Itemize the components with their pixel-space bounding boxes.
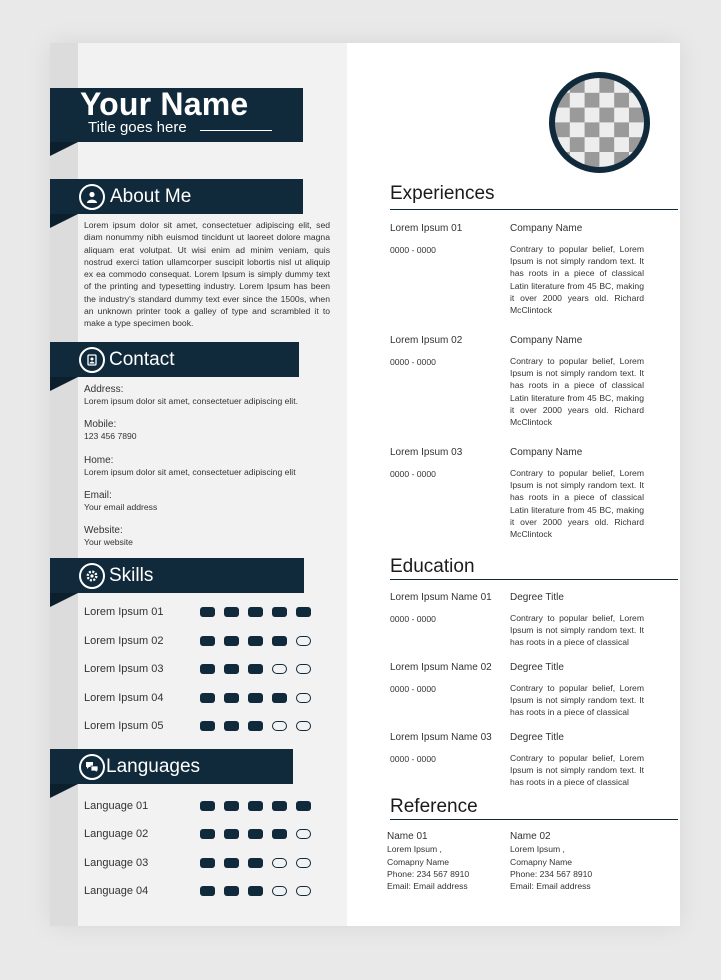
- skill-row: Lorem Ipsum 03: [84, 663, 314, 677]
- experience-description: Contrary to popular belief, Lorem Ipsum is not simply random text. It has roots in a piece of classical Latin literature from 45 BC, making it over 2000 years old. Richard McClintock: [510, 468, 644, 540]
- rating-dot-filled: [200, 636, 215, 646]
- language-rating: [200, 801, 311, 811]
- experience-title: Lorem Ipsum 02: [390, 335, 463, 346]
- rating-dot-filled: [200, 607, 215, 617]
- rating-dot-filled: [224, 858, 239, 868]
- experiences-heading: Experiences: [390, 183, 495, 204]
- about-heading: About Me: [110, 186, 192, 207]
- language-rating: [200, 858, 311, 868]
- rating-dot-filled: [224, 664, 239, 674]
- rating-dot-filled: [248, 886, 263, 896]
- experience-company: Company Name: [510, 447, 583, 458]
- rating-dot-filled: [224, 693, 239, 703]
- languages-heading: Languages: [106, 756, 201, 777]
- contact-home: Home: Lorem ipsum dolor sit amet, consectetuer adipiscing elit: [84, 455, 296, 477]
- education-degree: Degree Title: [510, 592, 564, 603]
- education-dates: 0000 - 0000: [390, 754, 436, 764]
- rating-dot-filled: [224, 721, 239, 731]
- skill-row: Lorem Ipsum 04: [84, 692, 314, 706]
- experience-description: Contrary to popular belief, Lorem Ipsum is not simply random text. It has roots in a piece of classical Latin literature from 45 BC, making it over 2000 years old. Richard McClintock: [510, 356, 644, 428]
- skills-banner: [50, 558, 304, 593]
- skill-row: Lorem Ipsum 05: [84, 720, 314, 734]
- experiences-rule: [390, 209, 678, 210]
- contact-mobile: Mobile: 123 456 7890: [84, 419, 137, 441]
- rating-dot-filled: [248, 693, 263, 703]
- experience-description: Contrary to popular belief, Lorem Ipsum is not simply random text. It has roots in a piece of classical Latin literature from 45 BC, making it over 2000 years old. Richard McClintock: [510, 244, 644, 316]
- language-row: Language 03: [84, 857, 314, 871]
- experience-dates: 0000 - 0000: [390, 245, 436, 255]
- language-rating: [200, 829, 311, 839]
- rating-dot-filled: [272, 693, 287, 703]
- photo-placeholder: [555, 78, 644, 167]
- rating-dot-filled: [200, 829, 215, 839]
- gear-icon: [79, 563, 105, 589]
- rating-dot-empty: [272, 886, 287, 896]
- reference-card: Name 01 Lorem Ipsum , Comapny Name Phone: 234 567 8910 Email: Email address: [387, 831, 470, 892]
- rating-dot-filled: [272, 636, 287, 646]
- about-banner: [50, 179, 303, 214]
- rating-dot-filled: [248, 721, 263, 731]
- rating-dot-filled: [248, 829, 263, 839]
- rating-dot-empty: [296, 829, 311, 839]
- experience-title: Lorem Ipsum 03: [390, 447, 463, 458]
- person-name: Your Name: [80, 86, 249, 122]
- rating-dot-filled: [296, 801, 311, 811]
- education-dates: 0000 - 0000: [390, 614, 436, 624]
- rating-dot-empty: [296, 636, 311, 646]
- contact-address: Address: Lorem ipsum dolor sit amet, consectetuer adipiscing elit.: [84, 384, 298, 406]
- language-rating: [200, 886, 311, 896]
- title-underline: [200, 130, 272, 131]
- contact-website: Website: Your website: [84, 525, 133, 547]
- languages-banner: [50, 749, 293, 784]
- language-row: Language 02: [84, 828, 314, 842]
- rating-dot-filled: [200, 721, 215, 731]
- rating-dot-filled: [248, 801, 263, 811]
- rating-dot-filled: [248, 664, 263, 674]
- education-description: Contrary to popular belief, Lorem Ipsum is not simply random text. It has roots in a piece of classical: [510, 683, 644, 718]
- rating-dot-filled: [200, 858, 215, 868]
- education-description: Contrary to popular belief, Lorem Ipsum is not simply random text. It has roots in a piece of classical: [510, 613, 644, 648]
- rating-dot-filled: [200, 693, 215, 703]
- rating-dot-empty: [296, 693, 311, 703]
- contact-banner: [50, 342, 299, 377]
- skill-rating: [200, 664, 311, 674]
- skills-heading: Skills: [109, 565, 154, 586]
- language-row: Language 04: [84, 885, 314, 899]
- experience-company: Company Name: [510, 335, 583, 346]
- education-rule: [390, 579, 678, 580]
- rating-dot-filled: [224, 886, 239, 896]
- language-row: Language 01: [84, 800, 314, 814]
- skill-rating: [200, 607, 311, 617]
- experience-dates: 0000 - 0000: [390, 469, 436, 479]
- experience-dates: 0000 - 0000: [390, 357, 436, 367]
- rating-dot-filled: [224, 636, 239, 646]
- rating-dot-empty: [272, 858, 287, 868]
- rating-dot-empty: [272, 721, 287, 731]
- rating-dot-filled: [224, 829, 239, 839]
- education-degree: Degree Title: [510, 662, 564, 673]
- reference-rule: [390, 819, 678, 820]
- education-dates: 0000 - 0000: [390, 684, 436, 694]
- rating-dot-filled: [200, 664, 215, 674]
- rating-dot-empty: [272, 664, 287, 674]
- rating-dot-filled: [200, 886, 215, 896]
- address-book-icon: [79, 347, 105, 373]
- skill-rating: [200, 693, 311, 703]
- education-degree: Degree Title: [510, 732, 564, 743]
- rating-dot-filled: [248, 607, 263, 617]
- education-school: Lorem Ipsum Name 01: [390, 592, 492, 603]
- sidebar-panel: [78, 43, 347, 926]
- contact-heading: Contact: [109, 349, 175, 370]
- experience-title: Lorem Ipsum 01: [390, 223, 463, 234]
- rating-dot-filled: [224, 607, 239, 617]
- user-icon: [79, 184, 105, 210]
- reference-card: Name 02 Lorem Ipsum , Comapny Name Phone: 234 567 8910 Email: Email address: [510, 831, 593, 892]
- rating-dot-filled: [200, 801, 215, 811]
- rating-dot-filled: [272, 607, 287, 617]
- about-text: Lorem ipsum dolor sit amet, consectetuer adipiscing elit, sed diam nonummy nibh euismod tincidunt ut laoreet dolore magna aliquam erat volutpat. Ut wisi enim ad minim veniam, quis nostrud exerci tation ullamcorper suscipit lobortis nisl ut aliquip ex ea commodo consequat. Lorem Ipsum is simply dummy text of the printing and typesetting industry. Lorem Ipsum has been the industry's standard dummy text ever since the 1500s, when an unknown printer took a galley of type and scrambled it to make a type specimen book.: [84, 220, 330, 329]
- rating-dot-empty: [296, 664, 311, 674]
- rating-dot-filled: [248, 636, 263, 646]
- rating-dot-filled: [296, 607, 311, 617]
- rating-dot-filled: [248, 858, 263, 868]
- education-school: Lorem Ipsum Name 03: [390, 732, 492, 743]
- rating-dot-empty: [296, 721, 311, 731]
- education-description: Contrary to popular belief, Lorem Ipsum is not simply random text. It has roots in a piece of classical: [510, 753, 644, 788]
- rating-dot-filled: [272, 801, 287, 811]
- rating-dot-empty: [296, 886, 311, 896]
- education-heading: Education: [390, 556, 475, 577]
- skill-row: Lorem Ipsum 02: [84, 635, 314, 649]
- skill-row: Lorem Ipsum 01: [84, 606, 314, 620]
- experience-company: Company Name: [510, 223, 583, 234]
- avatar: [549, 72, 650, 173]
- skill-rating: [200, 721, 311, 731]
- rating-dot-filled: [224, 801, 239, 811]
- chat-icon: [79, 754, 105, 780]
- name-banner: [50, 88, 303, 142]
- rating-dot-filled: [272, 829, 287, 839]
- person-title: Title goes here: [88, 119, 187, 136]
- rating-dot-empty: [296, 858, 311, 868]
- contact-email: Email: Your email address: [84, 490, 158, 512]
- skill-rating: [200, 636, 311, 646]
- education-school: Lorem Ipsum Name 02: [390, 662, 492, 673]
- reference-heading: Reference: [390, 796, 478, 817]
